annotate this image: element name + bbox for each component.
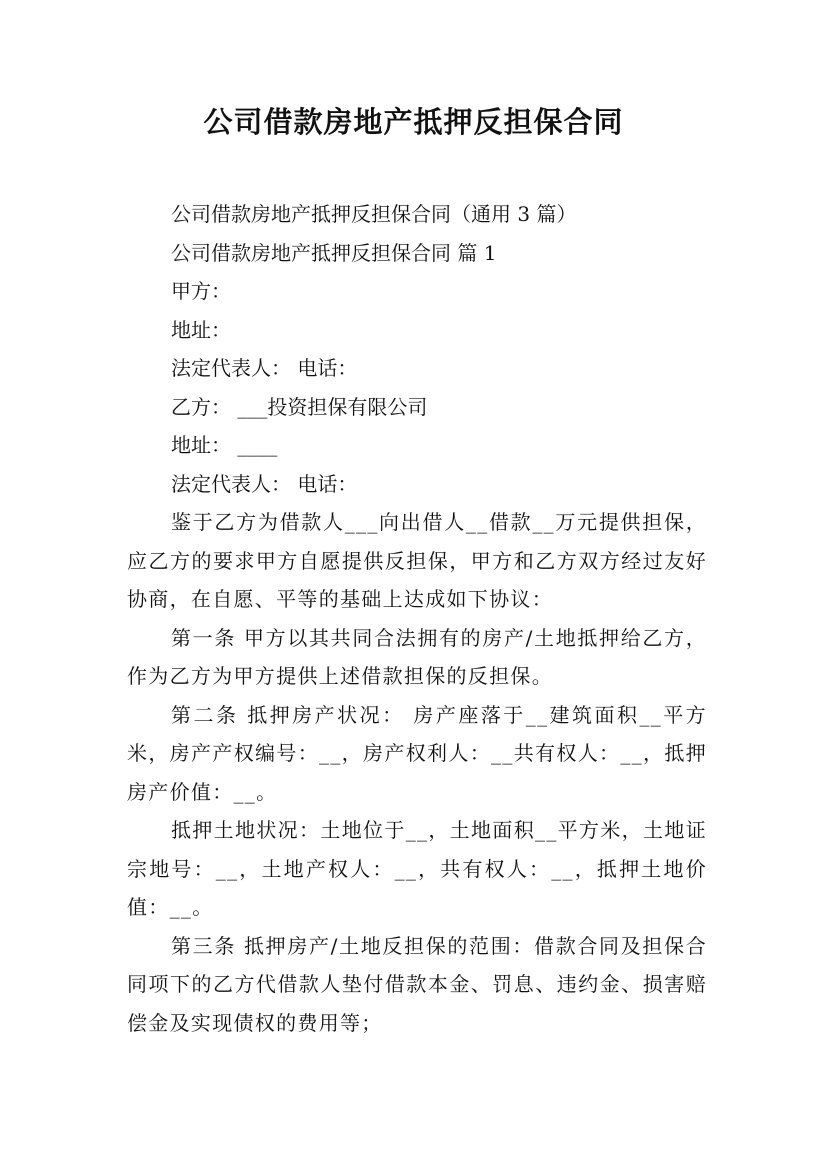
article-3-paragraph: 第三条 抵押房产/土地反担保的范围：借款合同及担保合同项下的乙方代借款人垫付借款本金、罚息、违约金、损害赔偿金及实现债权的费用等； — [127, 933, 707, 1035]
document-title: 公司借款房地产抵押反担保合同 — [203, 105, 624, 139]
party-b-label: 乙方： ___投资担保有限公司 — [171, 394, 428, 419]
party-b-representative: 法定代表人： 电话： — [171, 471, 358, 496]
section-heading: 公司借款房地产抵押反担保合同 篇 1 — [171, 240, 497, 265]
preamble-paragraph: 鉴于乙方为借款人___向出借人__借款__万元提供担保，应乙方的要求甲方自愿提供反担保，甲方和乙方双方经过友好协商，在自愿、平等的基础上达成如下协议： — [127, 510, 707, 611]
article-1-paragraph: 第一条 甲方以其共同合法拥有的房产/土地抵押给乙方，作为乙方为甲方提供上述借款担保的反担保。 — [127, 625, 707, 688]
document-body — [127, 195, 707, 1042]
party-a-representative: 法定代表人： 电话： — [171, 356, 358, 380]
party-b-address: 地址： ____ — [171, 433, 278, 457]
land-status-paragraph: 抵押土地状况：土地位于__，土地面积__平方米，土地证宗地号：__，土地产权人：__，共有权人：__，抵押土地价值：__。 — [127, 818, 707, 919]
party-a-label: 甲方： — [171, 279, 231, 303]
article-2-paragraph: 第二条 抵押房产状况： 房产座落于__建筑面积__平方米，房产产权编号：__，房产权利人：__共有权人：__，抵押房产价值：__。 — [127, 702, 707, 804]
subtitle-line: 公司借款房地产抵押反担保合同（通用 3 篇） — [171, 202, 577, 226]
party-a-address: 地址： — [171, 317, 231, 342]
